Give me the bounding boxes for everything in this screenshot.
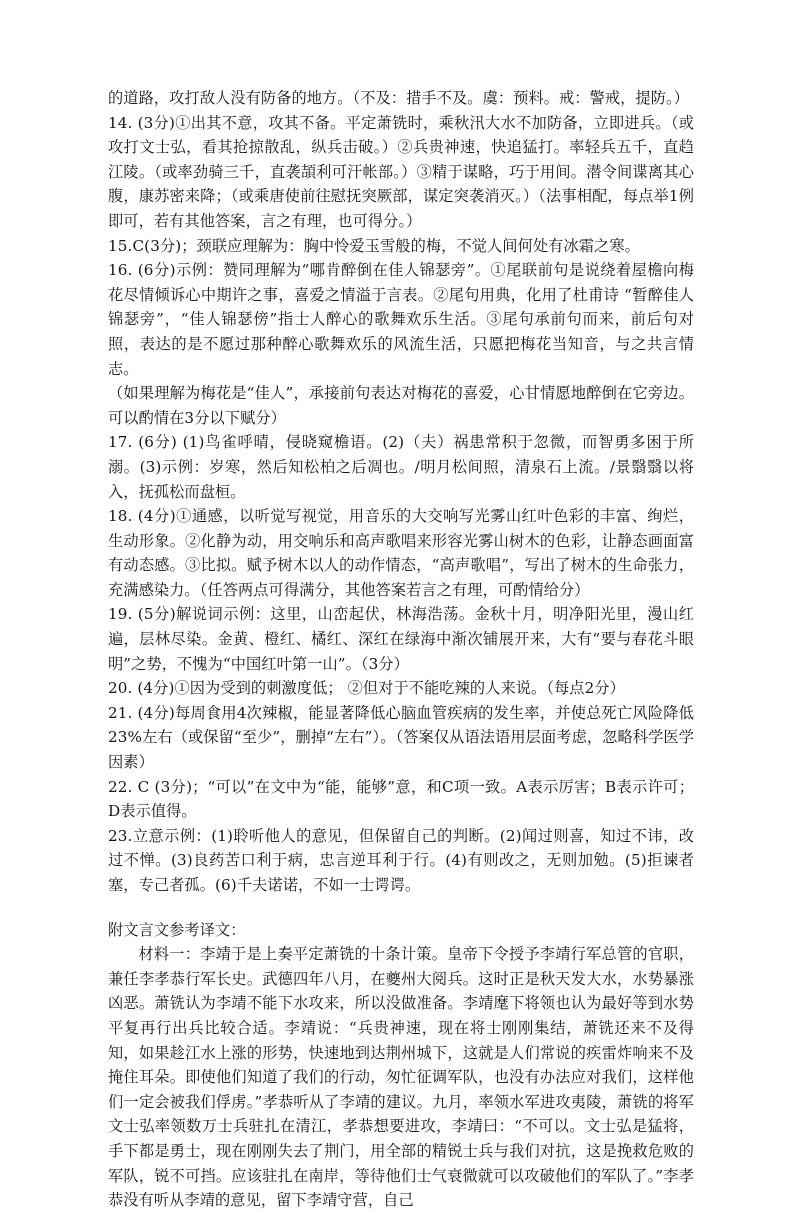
answer-key-page bbox=[108, 86, 694, 1213]
appendix-heading: 附文言文参考译文： bbox=[108, 920, 246, 939]
answer-15: 15.C(3分)；颈联应理解为：胸中怜爱玉雪般的梅，不觉人间何处有冰霜之寒。 bbox=[108, 236, 640, 255]
answer-17: 17. (6分) (1)鸟雀呼晴，侵晓窥檐语。(2)（夫）祸患常积于忽微，而智勇多困于所溺。(3)示例：岁寒，然后知松柏之后凋也。/明月松间照，清泉石上流。/景翳翳以将入，抚孤松而盘桓。 bbox=[108, 433, 694, 501]
answer-18: 18. (4分)①通感，以听觉写视觉，用音乐的大交响写光雾山红叶色彩的丰富、绚烂，生动形象。②化静为动，用交响乐和高声歌唱来形容光雾山树木的色彩，让静态画面富有动态感。③比拟。赋予树木以人的动作情态，“高声歌唱”，写出了树木的生命张力，充满感染力。（任答两点可得满分，其他答案若言之有理，可酌情给分） bbox=[108, 507, 694, 599]
appendix-translation: 材料一：李靖于是上奏平定萧铣的十条计策。皇帝下令授予李靖行军总管的官职，兼任李孝恭行军长史。武德四年八月，在夔州大阅兵。这时正是秋天发大水，水势暴涨凶恶。萧铣认为李靖不能下水攻来，所以没做准备。李靖麾下将领也认为最好等到水势平复再行出兵比较合适。李靖说：“兵贵神速，现在将士刚刚集结，萧铣还来不及得知，如果趁江水上涨的形势，快速地到达荆州城下，这就是人们常说的疾雷炸响来不及掩住耳朵。即使他们知道了我们的行动，匆忙征调军队，也没有办法应对我们，这样他们一定会被我们俘虏。”孝恭听从了李靖的建议。九月，率领水军进攻夷陵，萧铣的将军文士弘率领数万士兵驻扎在清江，孝恭想要进攻，李靖曰：“不可以。文士弘是猛将，手下都是勇士，现在刚刚失去了荆门，用全部的精锐士兵与我们对抗，这是挽救危败的军队，锐不可挡。应该驻扎在南岸，等待他们士气衰微就可以攻破他们的军队了。”李孝恭没有听从李靖的意见，留下李靖守营，自己 bbox=[108, 945, 694, 1210]
section-gap bbox=[108, 898, 694, 918]
answer-20: 20. (4分)①因为受到的刺激度低； ②但对于不能吃辣的人来说。（每点2分） bbox=[108, 679, 625, 698]
answer-16: 16. (6分)示例：赞同理解为“哪肯醉倒在佳人锦瑟旁”。①尾联前句是说绕着屋檐向梅花尽情倾诉心中期许之事，喜爱之情溢于言表。②尾句用典，化用了杜甫诗 “暂醉佳人锦瑟旁”，“佳人锦瑟傍”指士人醉心的歌舞欢乐生活。③尾句承前句而来，前后句对照，表达的是不愿过那种醉心歌舞欢乐的风流生活，只愿把梅花当知音，与之共言情志。 bbox=[108, 261, 694, 378]
answer-16-note: （如果理解为梅花是“佳人”，承接前句表达对梅花的喜爱，心甘情愿地醉倒在它旁边。可以酌情在3分以下赋分） bbox=[108, 384, 694, 427]
answer-14: 14. (3分)①出其不意，攻其不备。平定萧铣时，乘秋汛大水不加防备，立即进兵。（或攻打文士弘，看其抢掠散乱，纵兵击破。）②兵贵神速，快追猛打。率轻兵五千，直趋江陵。（或率劲骑三千，直袭頡利可汗帐部。）③精于谋略，巧于用间。潜令间谍离其心腹，康苏密来降；（或乘唐使前往慰抚突厥部，谋定突袭消灭。）（法事相配，每点举1例即可，若有其他答案，言之有理，也可得分。） bbox=[108, 113, 694, 230]
answer-13-continuation: 的道路，攻打敌人没有防备的地方。（不及：措手不及。虞：预料。戒：警戒，提防。） bbox=[108, 89, 690, 107]
answer-19: 19. (5分)解说词示例：这里，山峦起伏，林海浩荡。金秋十月，明净阳光里，漫山红遍，层林尽染。金黄、橙红、橘红、深红在绿海中渐次铺展开来，大有“要与春花斗眼明”之势，不愧为“中国红叶第一山”。（3分） bbox=[108, 605, 694, 673]
answer-21: 21. (4分)每周食用4次辣椒，能显著降低心脑血管疾病的发生率，并使总死亡风险降低23%左右（或保留“至少”，删掉“左右”）。（答案仅从语法语用层面考虑，忽略科学医学因素） bbox=[108, 703, 694, 772]
answer-22: 22. C (3分)；“可以”在文中为“能，能够”意，和C项一致。A表示厉害；B表示许可；D表示值得。 bbox=[108, 777, 694, 821]
answer-23: 23.立意示例：(1)聆听他人的意见，但保留自己的判断。(2)闻过则喜，知过不讳，改过不惮。(3)良药苦口利于病，忠言逆耳利于行。(4)有则改之，无则加勉。(5)拒谏者塞，专己者孤。(6)千夫诺诺，不如一士谔谔。 bbox=[108, 826, 694, 894]
